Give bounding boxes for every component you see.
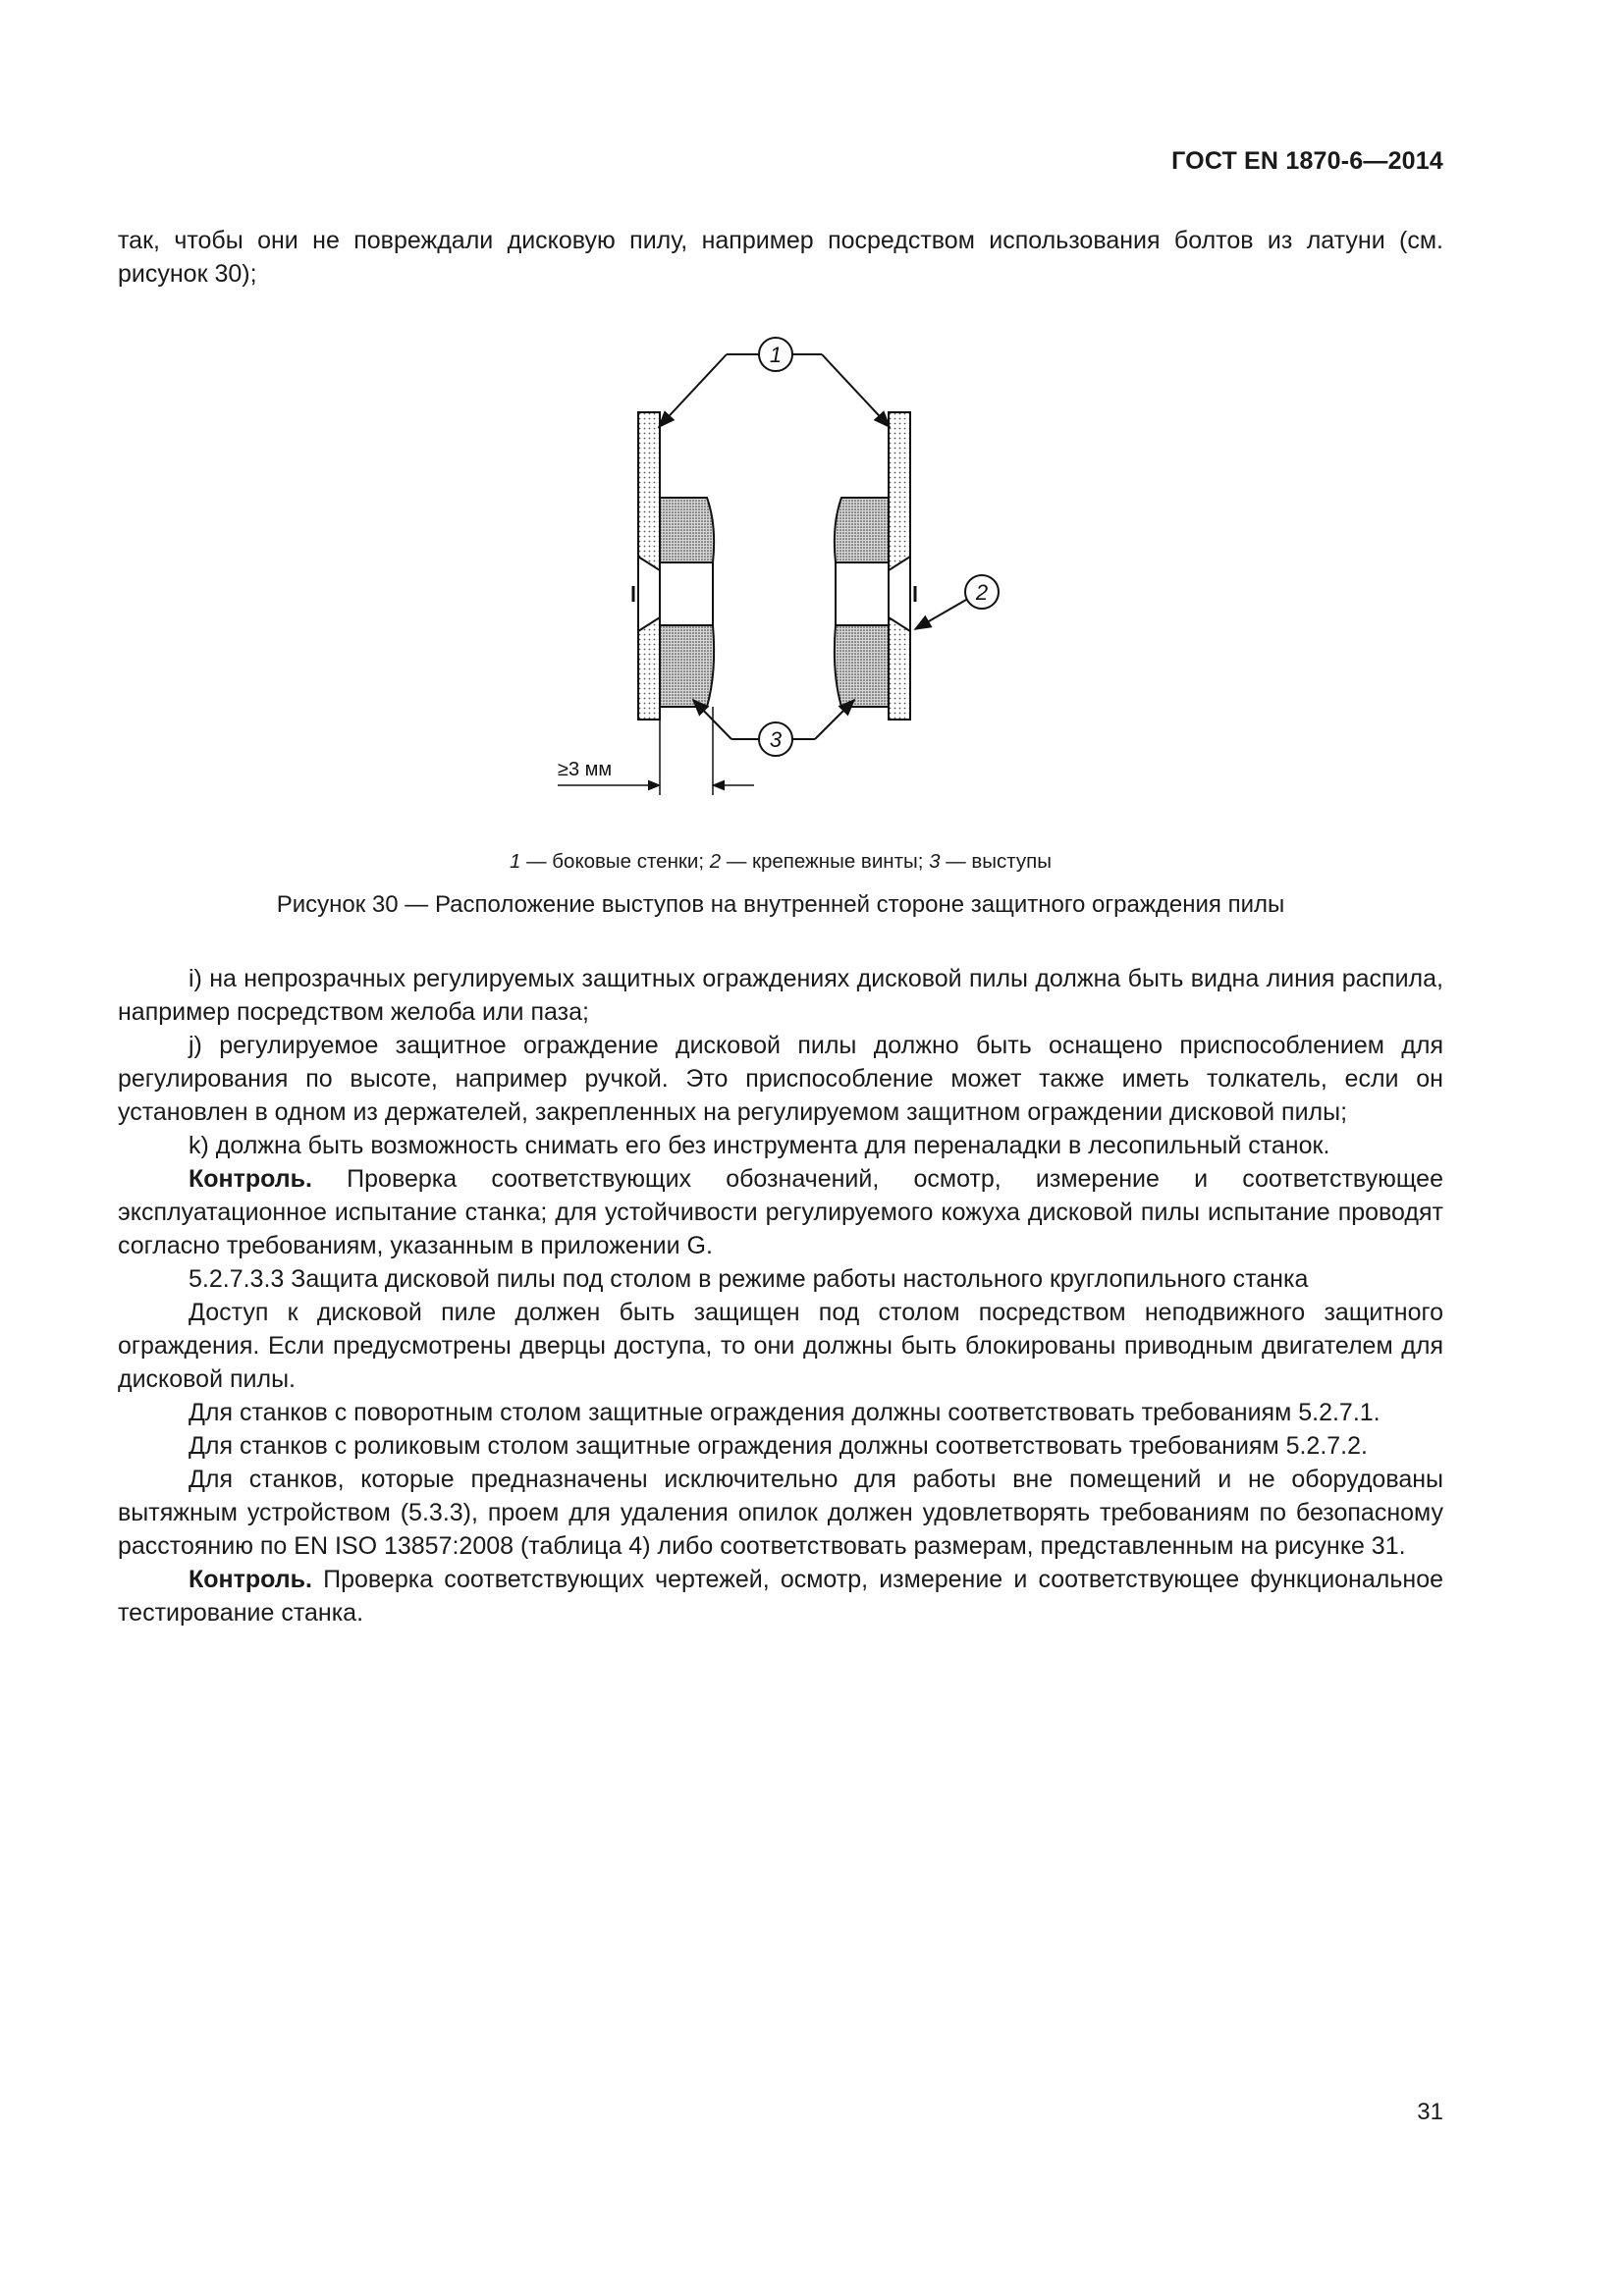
callout-3-label: 3 [769, 727, 783, 752]
intro-paragraph: так, чтобы они не повреждали дисковую пилу, например посредством использования болтов из латуни (см. рисунок 30); [118, 227, 1443, 288]
paragraph-access: Доступ к дисковой пиле должен быть защищен под столом посредством неподвижного защитного ограждения. Если предусмотрены дверцы доступа, то они должны быть блокированы приводным двигателем для дисковой пилы. [118, 1299, 1443, 1393]
item-i: i) на непрозрачных регулируемых защитных ограждениях дисковой пилы должна быть видна линия распила, например посредством желоба или паза; [118, 965, 1443, 1026]
legend-num-3: 3 [929, 850, 941, 873]
right-protrusion-upper [835, 498, 889, 562]
item-j: j) регулируемое защитное ограждение дисковой пилы должно быть оснащено приспособлением для регулирования по высоте, например ручкой. Это приспособление может также иметь толкатель, если он установлен в одном из держателей, закрепленных на регулируемом защитном ограждении дисковой пилы; [118, 1032, 1443, 1126]
page-number: 31 [1417, 2099, 1443, 2125]
paragraph-outdoor: Для станков, которые предназначены исключительно для работы вне помещений и не оборудованы вытяжным устройством (5.3.3), проем для удаления опилок должен удовлетворять требованиям по безопасному расстоянию по EN ISO 13857:2008 (таблица 4) либо соответствовать размерам, представленным на рисунке 31. [118, 1466, 1443, 1560]
intro-block [118, 224, 1443, 291]
legend-text-1: — боковые стенки; [520, 850, 710, 873]
dimension-label: ≥3 мм [558, 759, 613, 780]
legend-text-2: — крепежные винты; [721, 850, 930, 873]
control-paragraph-1 [118, 1162, 1443, 1262]
figure-30-diagram [530, 329, 1041, 810]
control-label-2: Контроль. [189, 1566, 312, 1593]
right-protrusion-lower [835, 625, 889, 707]
left-protrusion-lower [660, 625, 714, 707]
paragraph-roller: Для станков с роликовым столом защитные ограждения должны соответствовать требованиям 5.2.7.2. [189, 1432, 1368, 1460]
paragraph-rotary: Для станков с поворотным столом защитные ограждения должны соответствовать требованиям 5.2.7.1. [189, 1399, 1380, 1426]
control-label-1: Контроль. [189, 1165, 312, 1193]
section-title: 5.2.7.3.3 Защита дисковой пилы под столом в режиме работы настольного круглопильного станка [189, 1265, 1309, 1293]
left-screw-head [638, 557, 660, 631]
figure-caption: Рисунок 30 — Расположение выступов на внутренней стороне защитного ограждения пилы [276, 891, 1285, 918]
legend-text-3: — выступы [940, 850, 1052, 873]
document-header: ГОСТ EN 1870-6—2014 [1171, 147, 1443, 175]
control-paragraph-2 [118, 1563, 1443, 1629]
body-text [118, 962, 1443, 1629]
callout-1-label: 1 [769, 343, 783, 367]
figure-legend [118, 850, 1443, 874]
left-protrusion-upper [660, 498, 714, 562]
right-screw-head [889, 557, 910, 631]
callout-2-label: 2 [975, 580, 989, 605]
control-text-2: Проверка соответствующих чертежей, осмотр, измерение и соответствующее функциональное тестирование станка. [118, 1566, 1443, 1627]
legend-num-1: 1 [510, 850, 521, 873]
legend-num-2: 2 [709, 850, 722, 873]
control-text-1: Проверка соответствующих обозначений, осмотр, измерение и соответствующее эксплуатационное испытание станка; для устойчивости регулируемого кожуха дисковой пилы испытание проводят согласно требованиям, указанным в приложении G. [118, 1165, 1443, 1259]
item-k: k) должна быть возможность снимать его без инструмента для переналадки в лесопильный станок. [189, 1132, 1330, 1159]
